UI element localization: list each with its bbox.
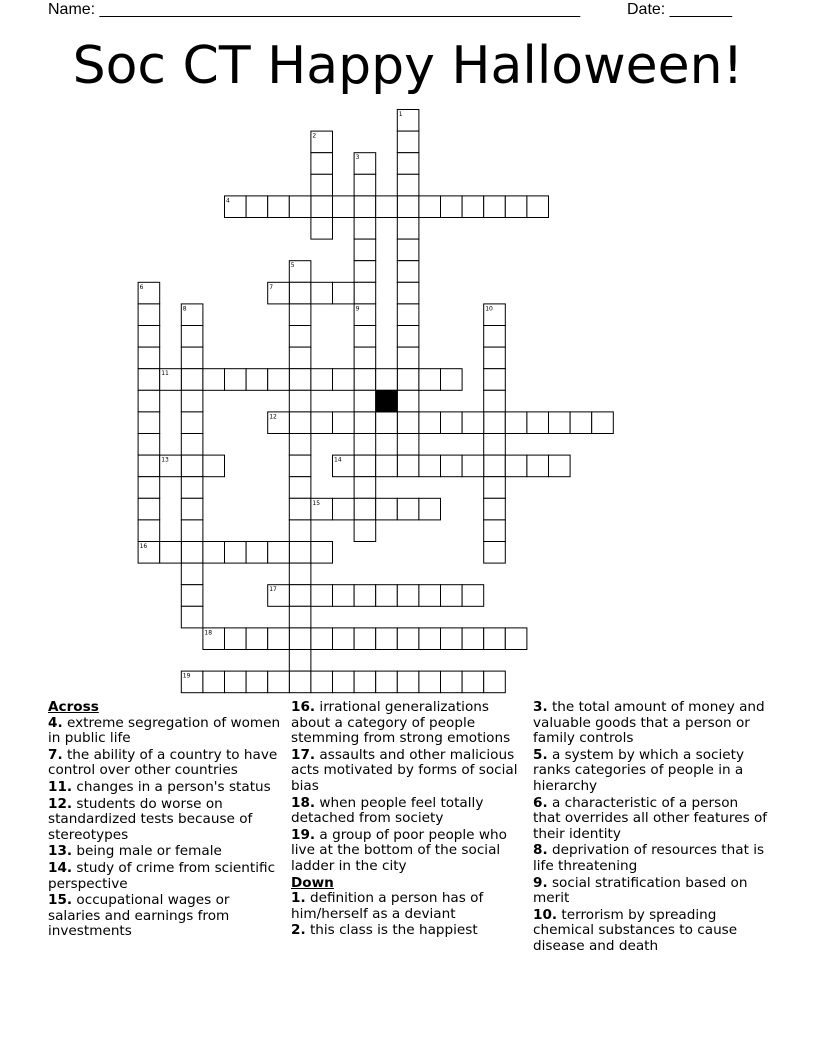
grid-cell[interactable] (311, 542, 333, 564)
grid-cell[interactable] (419, 671, 441, 693)
down-clue (533, 908, 769, 955)
clue-number: 7. (48, 746, 63, 763)
grid-cell[interactable] (289, 282, 311, 304)
clue-number: 6. (533, 794, 548, 811)
grid-cell[interactable] (376, 498, 398, 520)
grid-cell[interactable] (354, 369, 376, 391)
grid-cell[interactable] (527, 455, 549, 477)
clue-text: a characteristic of a person that overrides all other features of their identity (533, 794, 768, 842)
grid-cell[interactable] (397, 347, 419, 369)
grid-cell[interactable] (289, 671, 311, 693)
grid-cell[interactable] (354, 671, 376, 693)
clue-number: 11. (48, 778, 73, 795)
clue-number: 17. (291, 746, 316, 763)
grid-cell[interactable] (354, 282, 376, 304)
grid-cell[interactable] (419, 585, 441, 607)
grid-cell[interactable] (311, 153, 333, 175)
across-clue (48, 748, 286, 779)
clue-text: assaults and other malicious acts motivated by forms of social bias (291, 746, 518, 794)
grid-cell[interactable] (505, 412, 527, 434)
grid-cell[interactable] (592, 412, 614, 434)
grid-cell[interactable] (289, 326, 311, 348)
grid-cell[interactable] (181, 455, 203, 477)
grid-cell[interactable] (397, 326, 419, 348)
clue-number: 2. (291, 922, 306, 939)
down-clue (291, 923, 527, 939)
grid-cell[interactable] (181, 347, 203, 369)
grid-cell[interactable] (484, 196, 506, 218)
clue-number-label: 4 (226, 197, 230, 205)
grid-cell[interactable] (419, 412, 441, 434)
grid-cell[interactable] (354, 326, 376, 348)
grid-cell[interactable] (397, 369, 419, 391)
clue-number-label: 10 (485, 305, 493, 313)
grid-cell[interactable] (225, 628, 247, 650)
grid-cell[interactable] (289, 498, 311, 520)
clue-text: irrational generalizations about a category of people stemming from strong emotions (291, 699, 511, 747)
clue-number: 13. (48, 843, 73, 860)
grid-cell[interactable] (333, 412, 355, 434)
across-clue (291, 700, 527, 747)
grid-cell[interactable] (354, 390, 376, 412)
grid-cell[interactable] (225, 671, 247, 693)
grid-cell[interactable] (333, 282, 355, 304)
grid-cell[interactable] (333, 196, 355, 218)
down-clue (533, 700, 769, 747)
grid-cell[interactable] (203, 455, 225, 477)
grid-cell[interactable] (397, 585, 419, 607)
page-title: Soc CT Happy Halloween! (72, 36, 744, 96)
grid-cell[interactable] (441, 412, 463, 434)
grid-cell[interactable] (181, 326, 203, 348)
clue-number: 5. (533, 746, 548, 763)
grid-cell[interactable] (138, 455, 160, 477)
down-clue (533, 796, 769, 843)
grid-cell[interactable] (138, 369, 160, 391)
name-field: Name: ______________________________________________________ (48, 1, 581, 18)
down-clue (533, 876, 769, 907)
clues-column-3 (533, 700, 769, 956)
grid-cell[interactable] (505, 196, 527, 218)
grid-cell[interactable] (138, 434, 160, 456)
clue-number-label: 18 (204, 629, 213, 637)
grid-cell[interactable] (354, 434, 376, 456)
grid-cell[interactable] (527, 196, 549, 218)
grid-cell[interactable] (484, 455, 506, 477)
grid-cell[interactable] (441, 455, 463, 477)
grid-cell[interactable] (484, 369, 506, 391)
grid-cell[interactable] (397, 196, 419, 218)
grid-cell[interactable] (138, 347, 160, 369)
grid-cell[interactable] (462, 628, 484, 650)
clue-number-label: 14 (334, 456, 342, 464)
across-clue (48, 861, 286, 892)
clue-text: the ability of a country to have control over other countries (48, 746, 278, 779)
across-clue (291, 828, 527, 875)
clue-text: definition a person has of him/herself as a deviant (291, 890, 484, 922)
clue-number: 14. (48, 859, 73, 876)
grid-cell[interactable] (333, 369, 355, 391)
grid-cell[interactable] (462, 585, 484, 607)
grid-cell[interactable] (289, 563, 311, 585)
date-field: Date: _______ (627, 1, 732, 18)
grid-cell[interactable] (397, 239, 419, 261)
grid-cell[interactable] (419, 455, 441, 477)
clue-number-label: 8 (182, 305, 187, 313)
grid-cell[interactable] (289, 520, 311, 542)
grid-cell[interactable] (138, 477, 160, 499)
grid-cell[interactable] (311, 218, 333, 240)
grid-cell[interactable] (376, 671, 398, 693)
grid-cell[interactable] (441, 196, 463, 218)
across-clue (291, 748, 527, 795)
clue-text: this class is the happiest (305, 922, 478, 939)
grid-cell[interactable] (333, 671, 355, 693)
grid-cell[interactable] (181, 585, 203, 607)
grid-cell[interactable] (289, 477, 311, 499)
clue-number: 12. (48, 795, 73, 812)
down-clue (533, 748, 769, 795)
across-clue (48, 716, 286, 747)
clue-number-label: 11 (161, 370, 169, 378)
grid-cell[interactable] (203, 671, 225, 693)
grid-cell[interactable] (311, 585, 333, 607)
clue-text: being male or female (72, 843, 222, 860)
grid-cell[interactable] (441, 671, 463, 693)
grid-cell[interactable] (181, 498, 203, 520)
grid-cell[interactable] (268, 628, 290, 650)
grid-cell[interactable] (160, 542, 182, 564)
clue-text: extreme segregation of women in public life (48, 714, 281, 747)
grid-cell[interactable] (549, 455, 571, 477)
grid-cell[interactable] (397, 282, 419, 304)
grid-cell[interactable] (462, 455, 484, 477)
clue-text: a group of poor people who live at the bottom of the social ladder in the city (291, 826, 507, 874)
grid-cell[interactable] (138, 326, 160, 348)
clue-text: a system by which a society ranks categories of people in a hierarchy (533, 746, 745, 794)
grid-cell[interactable] (505, 455, 527, 477)
grid-cell[interactable] (181, 434, 203, 456)
grid-cell[interactable] (419, 628, 441, 650)
clue-number-label: 9 (355, 305, 360, 313)
clue-text: when people feel totally detached from society (291, 794, 484, 827)
grid-cell[interactable] (268, 542, 290, 564)
grid-cell[interactable] (376, 196, 398, 218)
clue-number-label: 5 (290, 262, 295, 270)
grid-cell[interactable] (181, 520, 203, 542)
grid-cell[interactable] (376, 628, 398, 650)
clue-number-label: 7 (269, 283, 274, 291)
grid-cell[interactable] (484, 498, 506, 520)
grid-cell[interactable] (181, 606, 203, 628)
clue-number-label: 16 (139, 543, 148, 550)
clues-column-1 (48, 700, 286, 941)
grid-cell[interactable] (354, 239, 376, 261)
grid-cell[interactable] (441, 628, 463, 650)
grid-cell[interactable] (354, 455, 376, 477)
clue-number-label: 13 (161, 456, 169, 464)
grid-cell[interactable] (484, 390, 506, 412)
clue-text: students do worse on standardized tests because of stereotypes (48, 795, 253, 843)
grid-cell[interactable] (354, 347, 376, 369)
grid-cell[interactable] (289, 455, 311, 477)
grid-cell[interactable] (181, 542, 203, 564)
grid-cell[interactable] (397, 390, 419, 412)
grid-cell[interactable] (484, 412, 506, 434)
grid-cell[interactable] (246, 542, 268, 564)
clue-number-label: 17 (269, 586, 277, 594)
grid-cell[interactable] (225, 369, 247, 391)
grid-cell[interactable] (397, 174, 419, 196)
grid-cell[interactable] (376, 455, 398, 477)
grid-cell[interactable] (268, 196, 290, 218)
grid-cell[interactable] (549, 412, 571, 434)
grid-cell[interactable] (484, 520, 506, 542)
grid-cell[interactable] (376, 412, 398, 434)
clue-number: 4. (48, 714, 63, 731)
grid-cell[interactable] (289, 412, 311, 434)
grid-cell[interactable] (181, 563, 203, 585)
grid-cell[interactable] (354, 174, 376, 196)
grid-cell[interactable] (419, 498, 441, 520)
grid-cell[interactable] (354, 628, 376, 650)
grid-cell[interactable] (441, 585, 463, 607)
grid-cell[interactable] (354, 585, 376, 607)
grid-cell[interactable] (484, 347, 506, 369)
grid-cell[interactable] (354, 196, 376, 218)
grid-cell[interactable] (354, 218, 376, 240)
grid-cell[interactable] (354, 261, 376, 283)
down-clue (291, 891, 527, 922)
grid-cell[interactable] (484, 542, 506, 564)
grid-cell[interactable] (311, 369, 333, 391)
across-clue (48, 780, 286, 796)
clue-text: study of crime from scientific perspective (48, 859, 276, 892)
grid-cell[interactable] (462, 412, 484, 434)
grid-cell[interactable] (289, 606, 311, 628)
grid-cell[interactable] (246, 671, 268, 693)
black-cell (376, 390, 398, 412)
clue-text: the total amount of money and valuable goods that a person or family controls (533, 699, 765, 747)
grid-cell[interactable] (246, 369, 268, 391)
grid-cell[interactable] (268, 671, 290, 693)
clue-number-label: 2 (312, 132, 317, 140)
grid-cell[interactable] (397, 455, 419, 477)
grid-cell[interactable] (268, 369, 290, 391)
clue-text: changes in a person's status (72, 778, 271, 795)
across-heading: Across (48, 699, 99, 715)
grid-cell[interactable] (484, 671, 506, 693)
grid-cell[interactable] (289, 650, 311, 672)
clue-number-label: 12 (269, 413, 277, 421)
clue-text: occupational wages or salaries and earnings from investments (48, 892, 230, 940)
grid-cell[interactable] (505, 628, 527, 650)
grid-cell[interactable] (311, 174, 333, 196)
grid-cell[interactable] (419, 369, 441, 391)
clue-number: 9. (533, 874, 548, 891)
grid-cell[interactable] (203, 369, 225, 391)
grid-cell[interactable] (138, 304, 160, 326)
grid-cell[interactable] (527, 412, 549, 434)
clue-number: 18. (291, 794, 316, 811)
grid-cell[interactable] (311, 412, 333, 434)
across-clue (48, 844, 286, 860)
clue-number: 15. (48, 892, 73, 909)
grid-cell[interactable] (376, 369, 398, 391)
grid-cell[interactable] (138, 498, 160, 520)
clue-number: 3. (533, 699, 548, 715)
across-clue (48, 797, 286, 844)
clue-text: deprivation of resources that is life threatening (533, 842, 765, 874)
grid-cell[interactable] (397, 261, 419, 283)
grid-cell[interactable] (138, 412, 160, 434)
clue-number: 10. (533, 906, 558, 923)
grid-cell[interactable] (441, 369, 463, 391)
grid-cell[interactable] (397, 218, 419, 240)
grid-cell[interactable] (397, 628, 419, 650)
grid-cell[interactable] (181, 412, 203, 434)
clue-number-label: 15 (312, 499, 321, 507)
grid-cell[interactable] (354, 520, 376, 542)
grid-cell[interactable] (397, 671, 419, 693)
grid-cell[interactable] (311, 671, 333, 693)
clue-text: social stratification based on merit (533, 874, 748, 907)
grid-cell[interactable] (484, 434, 506, 456)
grid-cell[interactable] (484, 628, 506, 650)
grid-cell[interactable] (289, 390, 311, 412)
grid-cell[interactable] (289, 347, 311, 369)
grid-cell[interactable] (333, 585, 355, 607)
grid-cell[interactable] (225, 542, 247, 564)
clue-number-label: 6 (139, 283, 144, 291)
grid-cell[interactable] (311, 282, 333, 304)
clue-number-label: 1 (398, 111, 403, 118)
grid-cell[interactable] (289, 585, 311, 607)
grid-cell[interactable] (376, 585, 398, 607)
grid-cell[interactable] (289, 304, 311, 326)
grid-cell[interactable] (462, 196, 484, 218)
down-clue (533, 843, 769, 874)
grid-cell[interactable] (484, 326, 506, 348)
grid-cell[interactable] (311, 628, 333, 650)
grid-cell[interactable] (138, 520, 160, 542)
grid-cell[interactable] (289, 196, 311, 218)
grid-cell[interactable] (397, 434, 419, 456)
grid-cell[interactable] (289, 628, 311, 650)
grid-cell[interactable] (289, 434, 311, 456)
grid-cell[interactable] (462, 671, 484, 693)
clue-number: 1. (291, 890, 306, 907)
grid-cell[interactable] (181, 477, 203, 499)
grid-cell[interactable] (203, 542, 225, 564)
grid-cell[interactable] (289, 542, 311, 564)
clue-number: 16. (291, 699, 316, 715)
across-clue (48, 893, 286, 940)
grid-cell[interactable] (289, 369, 311, 391)
grid-cell[interactable] (311, 196, 333, 218)
grid-cell[interactable] (397, 131, 419, 153)
across-clue (291, 796, 527, 827)
clue-text: terrorism by spreading chemical substances to cause disease and death (533, 906, 738, 954)
grid-cell[interactable] (397, 304, 419, 326)
clue-number-label: 19 (182, 672, 191, 680)
grid-cell[interactable] (354, 498, 376, 520)
grid-cell[interactable] (354, 477, 376, 499)
grid-cell[interactable] (333, 498, 355, 520)
down-heading: Down (291, 874, 334, 891)
grid-cell[interactable] (570, 412, 592, 434)
grid-cell[interactable] (354, 412, 376, 434)
clues-column-2 (291, 700, 527, 940)
grid-cell[interactable] (419, 196, 441, 218)
grid-cell[interactable] (333, 628, 355, 650)
clue-number-label: 3 (355, 154, 360, 162)
grid-cell[interactable] (246, 628, 268, 650)
grid-cell[interactable] (138, 390, 160, 412)
grid-cell[interactable] (397, 412, 419, 434)
grid-cell[interactable] (246, 196, 268, 218)
grid-cell[interactable] (397, 498, 419, 520)
grid-cell[interactable] (484, 477, 506, 499)
grid-cell[interactable] (181, 369, 203, 391)
grid-cell[interactable] (397, 153, 419, 175)
clue-number: 8. (533, 842, 548, 859)
grid-cell[interactable] (181, 390, 203, 412)
clue-number: 19. (291, 826, 316, 843)
